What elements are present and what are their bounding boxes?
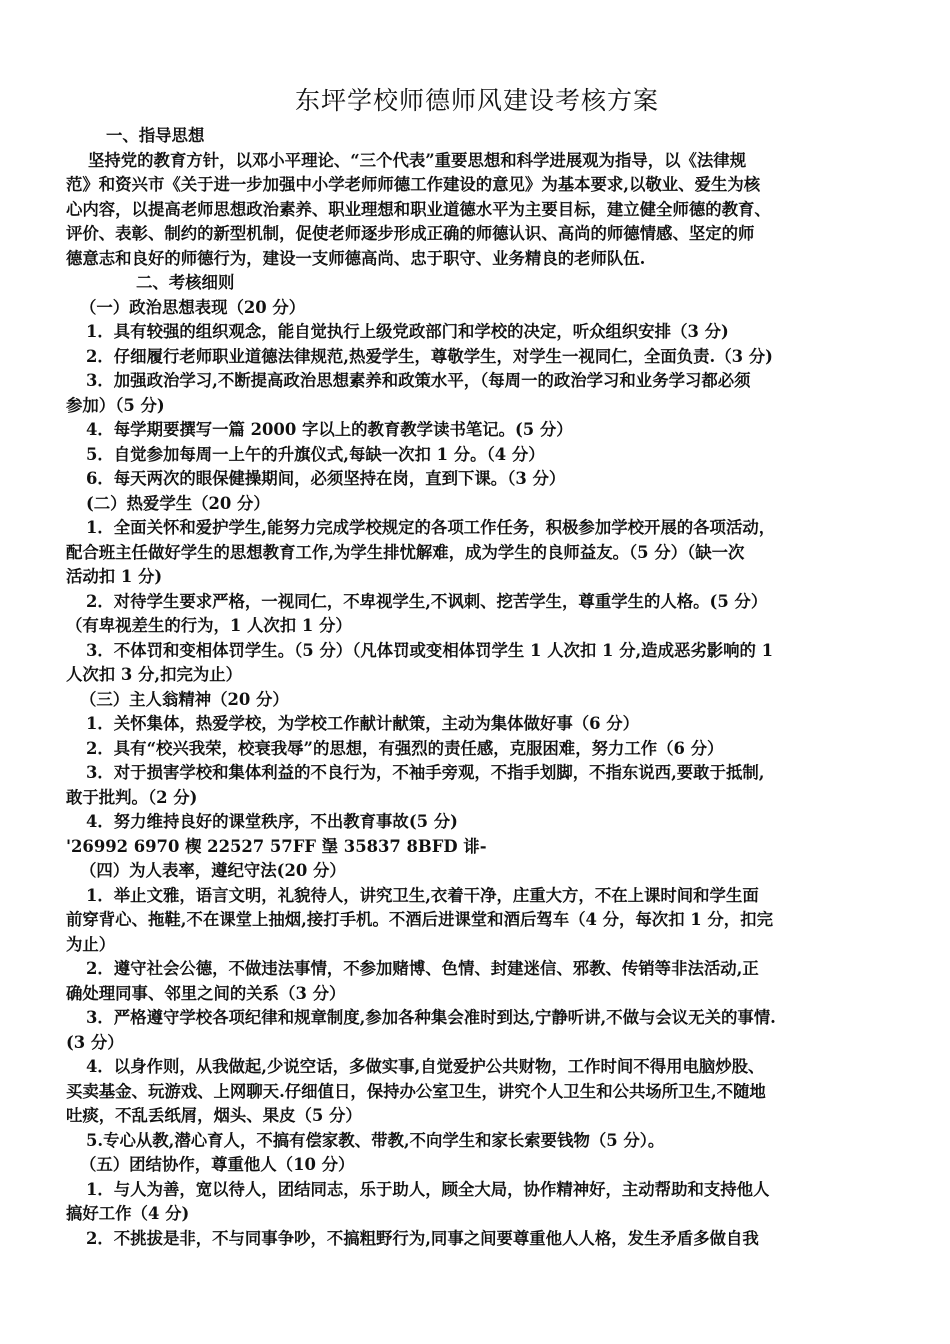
text-line: 德意志和良好的师德行为，建设一支师德高尚、忠于职守、业务精良的老师队伍. [66, 248, 646, 268]
text-line: 4．每学期要撰写一篇 2000 字以上的教育教学读书笔记。(5 分） [86, 420, 573, 439]
text-line: 吐痰，不乱丢纸屑，烟头、果皮（5 分） [66, 1106, 362, 1125]
text-line: 搞好工作（4 分) [66, 1204, 190, 1223]
text-line: （四）为人表率，遵纪守法(20 分） [80, 861, 346, 880]
text-line: 3．加强政治学习,不断提高政治思想素养和政策水平，（每周一的政治学习和业务学习都必须 [86, 371, 751, 390]
text-line: 5.专心从教,潜心育人，不搞有偿家教、带教,不向学生和家长索要钱物（5 分）。 [86, 1130, 665, 1150]
text-line: 范》和资兴市《关于进一步加强中小学老师师德工作建设的意见》为基本要求,以敬业、爱生为核 [66, 175, 761, 194]
text-line: 2．遵守社会公德，不做违法事情，不参加赌博、色情、封建迷信、邪教、传销等非法活动,正 [86, 959, 759, 978]
text-line: 参加）（5 分) [66, 395, 165, 415]
text-line: 1．具有较强的组织观念，能自觉执行上级党政部门和学校的决定，听众组织安排（3 分) [86, 322, 729, 341]
text-line: 1．与人为善，宽以待人，团结同志，乐于助人，顾全大局，协作精神好，主动帮助和支持他人 [86, 1179, 770, 1199]
text-line: 4．努力维持良好的课堂秩序，不出教育事故(5 分) [86, 812, 458, 831]
text-line: 4．以身作则，从我做起,少说空话，多做实事,自觉爱护公共财物，工作时间不得用电脑炒股、 [86, 1057, 765, 1076]
text-line: 1．举止文雅，语言文明，礼貌待人，讲究卫生,衣着干净，庄重大方，不在上课时间和学生面 [86, 885, 759, 905]
text-line: 2．具有“校兴我荣，校衰我辱”的思想，有强烈的责任感，克服困难，努力工作（6 分） [86, 738, 724, 758]
text-line: 活动扣 1 分) [66, 567, 163, 586]
text-line: 3．严格遵守学校各项纪律和规章制度,参加各种集会准时到达,宁静听讲,不做与会议无关的事情. [86, 1008, 776, 1027]
text-line: 1．关怀集体，热爱学校，为学校工作献计献策，主动为集体做好事（6 分） [86, 714, 640, 733]
text-line: '26992 6970 楔 22527 57FF 塣 35837 8BFD 诽- [66, 836, 487, 856]
text-line: 评价、表彰、制约的新型机制，促使老师逐步形成正确的师德认识、高尚的师德情感、坚定的师 [66, 224, 755, 243]
text-line: 3．对于损害学校和集体利益的不良行为，不袖手旁观，不指手划脚，不指东说西,要敢于抵制, [86, 763, 765, 782]
text-line: 确处理同事、邻里之间的关系（3 分） [66, 983, 346, 1003]
text-line: 前穿背心、拖鞋,不在课堂上抽烟,接打手机。不酒后进课堂和酒后驾车（4 分，每次扣 1 分，扣完 [66, 910, 773, 929]
text-line: 人次扣 3 分,扣完为止） [66, 665, 243, 684]
text-line: （三）主人翁精神（20 分） [80, 689, 289, 709]
text-line: 2．对待学生要求严格，一视同仁，不卑视学生,不讽刺、挖苦学生，尊重学生的人格。(5 分） [86, 591, 768, 611]
text-line: (二）热爱学生（20 分） [86, 493, 270, 513]
text-line: （一）政治思想表现（20 分） [80, 297, 306, 317]
text-line: 6．每天两次的眼保健操期间，必须坚持在岗，直到下课。（3 分） [86, 469, 566, 488]
text-line: 为止） [66, 934, 116, 954]
text-line: 心内容，以提高老师思想政治素养、职业理想和职业道德水平为主要目标，建立健全师德的教育、 [66, 199, 771, 219]
text-line: 1．全面关怀和爱护学生,能努力完成学校规定的各项工作任务，积极参加学校开展的各项活动， [86, 518, 776, 537]
text-line: 3．不体罚和变相体罚学生。（5 分）（凡体罚或变相体罚学生 1 人次扣 1 分,造成恶劣影响的 1 [86, 640, 774, 660]
document-title: 东坪学校师德师风建设考核方案 [294, 86, 659, 115]
text-line: 坚持党的教育方针，以邓小平理论、“三个代表”重要思想和科学进展观为指导，以《法律规 [88, 150, 747, 170]
text-line: 一、指导思想 [106, 126, 205, 145]
text-line: 5．自觉参加每周一上午的升旗仪式,每缺一次扣 1 分。（4 分） [86, 444, 545, 464]
text-line: （五）团结协作，尊重他人（10 分） [80, 1155, 355, 1174]
text-line: 2．仔细履行老师职业道德法律规范,热爱学生，尊敬学生，对学生一视同仁，全面负责.（3 分) [86, 346, 773, 366]
text-line: （有卑视差生的行为，1 人次扣 1 分） [66, 616, 352, 635]
text-line: 2．不挑拔是非，不与同事争吵，不搞粗野行为,同事之间要尊重他人人格，发生矛盾多做自我 [86, 1228, 759, 1248]
document-body [66, 124, 888, 1251]
text-line: 二、考核细则 [136, 273, 235, 292]
text-line: 配合班主任做好学生的思想教育工作,为学生排忧解难，成为学生的良师益友。（5 分）（缺一次 [66, 542, 745, 562]
text-line: 敢于批判。（2 分) [66, 787, 198, 807]
text-line: (3 分） [66, 1032, 124, 1052]
text-line: 买卖基金、玩游戏、上网聊天.仔细值日，保持办公室卫生，讲究个人卫生和公共场所卫生,不随地 [66, 1081, 766, 1101]
